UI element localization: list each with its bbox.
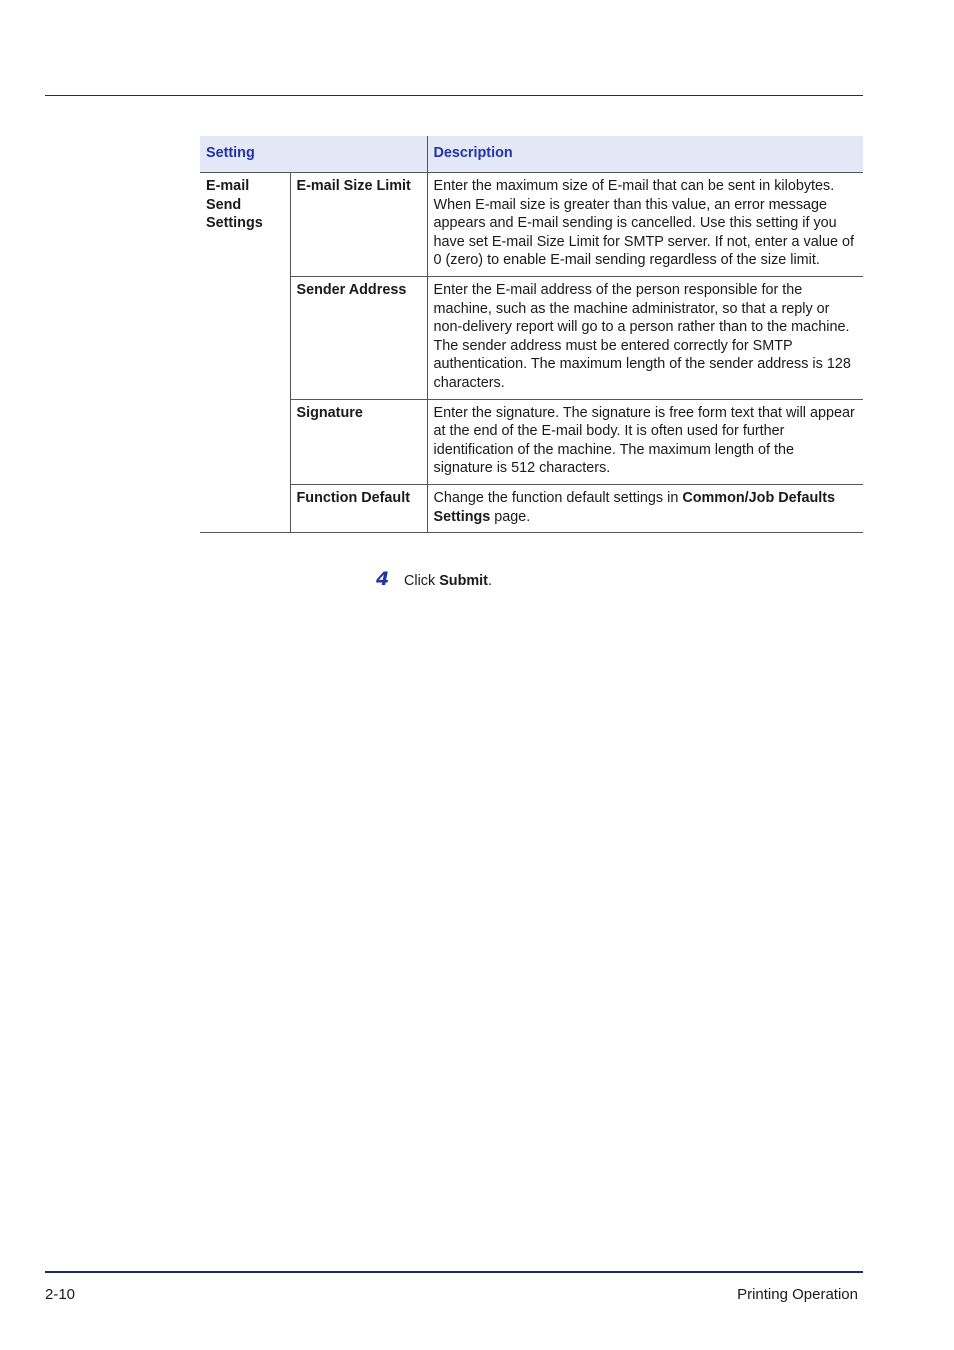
group-label: E-mail Send Settings — [200, 173, 290, 533]
section-title: Printing Operation — [737, 1286, 858, 1303]
description-text: page. — [490, 508, 531, 525]
setting-description: Enter the E-mail address of the person responsible for the machine, such as the machine administrator, so that a reply or non-delivery report will go to a person rather than to the machine. The sender address must be entered correctly for SMTP authentication. The maximum length of the sender address is 128 characters. — [427, 276, 863, 399]
footer-rule — [45, 1271, 863, 1273]
description-column-header: Description — [427, 136, 863, 173]
table-row — [200, 173, 863, 277]
instruction-step — [376, 568, 492, 590]
submit-label: Submit — [439, 573, 488, 589]
setting-name: Function Default — [290, 484, 427, 532]
table-row — [200, 399, 863, 484]
setting-name: Signature — [290, 399, 427, 484]
setting-name: E-mail Size Limit — [290, 173, 427, 277]
header-rule — [45, 95, 863, 96]
step-text-pre: Click — [404, 573, 440, 589]
step-text-post: . — [487, 573, 492, 589]
setting-name: Sender Address — [290, 276, 427, 399]
page-number: 2-10 — [45, 1286, 76, 1303]
setting-description: Enter the maximum size of E-mail that can be sent in kilobytes. When E-mail size is greater than this value, an error message appears and E-mail sending is cancelled. Use this setting if you have set E-mail Size Limit for SMTP server. If not, enter a value of 0 (zero) to enable E-mail sending regardless of the size limit. — [427, 173, 863, 277]
step-number: 4 — [376, 568, 390, 590]
setting-description: Enter the signature. The signature is free form text that will appear at the end of the E-mail body. It is often used for further identification of the machine. The maximum length of the signature is 512 characters. — [427, 399, 863, 484]
setting-column-header: Setting — [200, 136, 427, 173]
settings-table — [200, 136, 863, 533]
setting-description — [427, 484, 863, 532]
page-link-name: Common/Job Defaults Settings — [433, 489, 836, 525]
description-text: Change the function default settings in — [433, 489, 683, 506]
table-row — [200, 276, 863, 399]
table-header-row — [200, 136, 863, 173]
step-text — [404, 573, 492, 589]
table-row — [200, 484, 863, 532]
